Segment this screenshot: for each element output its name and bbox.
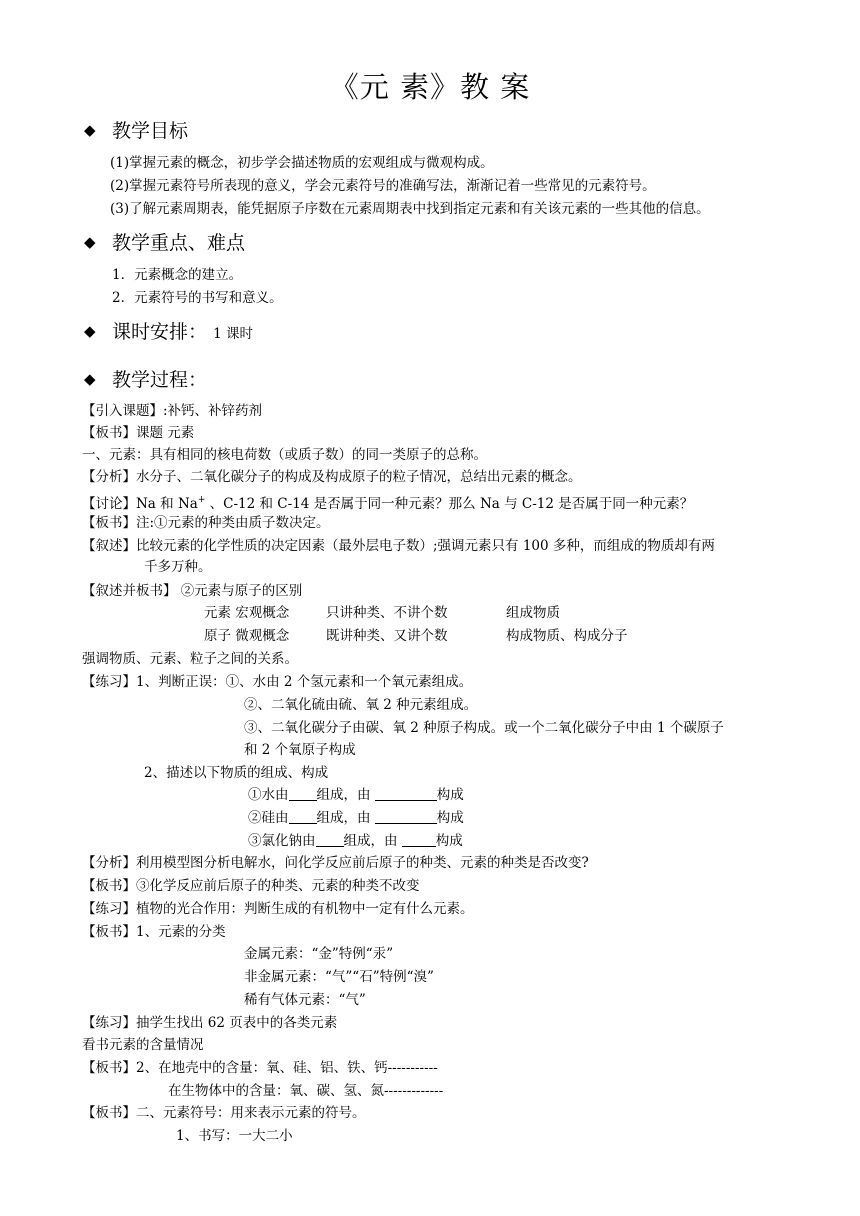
process-line: 千多万种。 (144, 559, 212, 575)
document-title: 《元 素》教 案 (329, 70, 531, 104)
process-line: ②、二氧化硫由硫、氧 2 种元素组成。 (244, 697, 478, 713)
process-line: 稀有气体元素：“气” (244, 992, 366, 1008)
goal-item: (3)了解元素周期表，能凭据原子序数在元素周期表中找到指定元素和有关该元素的一些其他的信息。 (110, 201, 710, 217)
section-heading-key-points: ◆ 教学重点、难点 (84, 229, 245, 256)
diamond-bullet-icon: ◆ (84, 370, 96, 388)
process-line: 【练习】1、判断正误：①、水由 2 个氢元素和一个氧元素组成。 (82, 674, 473, 690)
diamond-bullet-icon: ◆ (84, 121, 96, 139)
process-line: 【讨论】Na 和 Na+ 、C-12 和 C-14 是否属于同一种元素？那么 Na 与 C-12 是否属于同一种元素？ (82, 495, 694, 512)
section-heading-goals: ◆ 教学目标 (84, 117, 188, 144)
goal-item: (1)掌握元素的概念，初步学会描述物质的宏观组成与微观构成。 (110, 155, 494, 171)
process-line: 【练习】抽学生找出 62 页表中的各类元素 (82, 1015, 338, 1031)
process-line: 一、元素：具有相同的核电荷数（或质子数）的同一类原子的总称。 (82, 447, 487, 463)
process-line: 非金属元素：“气”“石”特例“溴” (244, 969, 434, 985)
process-line: 1、书写：一大二小 (176, 1128, 293, 1144)
process-line: 【叙述并板书】 ②元素与原子的区别 (82, 583, 303, 599)
process-line: 【板书】课题 元素 (82, 425, 195, 441)
process-line: 【板书】2、在地壳中的含量：氧、硅、铝、铁、钙----------- (82, 1060, 438, 1076)
goal-item: (2)掌握元素符号所表现的意义，学会元素符号的准确写法，渐渐记着一些常见的元素符号。 (110, 178, 656, 194)
process-line: 【板书】③化学反应前后原子的种类、元素的种类不改变 (82, 878, 420, 894)
comparison-cell: 元素 宏观概念 (204, 605, 290, 621)
comparison-cell: 构成物质、构成分子 (506, 628, 628, 644)
schedule-value: 1 课时 (213, 326, 253, 342)
process-line: 在生物体中的含量：氧、碳、氢、氮------------- (168, 1083, 444, 1099)
fill-in-line: ③氯化钠由 组成，由 构成 (248, 833, 463, 849)
fill-in-line: ①水由 组成，由 构成 (248, 787, 464, 803)
comparison-cell: 组成物质 (506, 605, 560, 621)
process-line: 和 2 个氧原子构成 (244, 742, 356, 758)
comparison-cell: 既讲种类、又讲个数 (326, 628, 448, 644)
process-line: 【板书】1、元素的分类 (82, 924, 226, 940)
process-line: 【板书】二、元素符号：用来表示元素的符号。 (82, 1105, 366, 1121)
process-line: 【分析】水分子、二氧化碳分子的构成及构成原子的粒子情况，总结出元素的概念。 (82, 469, 582, 485)
section-heading-schedule: ◆ 课时安排： 1 课时 (84, 318, 253, 347)
process-line: 【叙述】比较元素的化学性质的决定因素（最外层电子数）;强调元素只有 100 多种，而组成的物质却有两 (82, 538, 715, 554)
fill-in-line: ②硅由 组成，由 构成 (248, 810, 464, 826)
process-line: ③、二氧化碳分子由碳、氧 2 种原子构成。或一个二氧化碳分子中由 1 个碳原子 (244, 720, 724, 736)
process-line: 看书元素的含量情况 (82, 1037, 204, 1053)
process-line: 【引入课题】:补钙、补锌药剂 (82, 403, 263, 419)
diamond-bullet-icon: ◆ (84, 233, 96, 251)
process-line: 2、描述以下物质的组成、构成 (144, 765, 329, 781)
diamond-bullet-icon: ◆ (84, 322, 96, 340)
comparison-cell: 只讲种类、不讲个数 (326, 605, 448, 621)
process-line: 【练习】植物的光合作用：判断生成的有机物中一定有什么元素。 (82, 901, 474, 917)
comparison-cell: 原子 微观概念 (204, 628, 290, 644)
process-line: 【板书】注:①元素的种类由质子数决定。 (82, 515, 330, 531)
process-line: 【分析】利用模型图分析电解水，问化学反应前后原子的种类、元素的种类是否改变? (82, 855, 589, 871)
section-heading-process: ◆ 教学过程： (84, 366, 207, 393)
process-line: 金属元素：“金”特例“汞” (244, 946, 394, 962)
key-point-item: 1．元素概念的建立。 (112, 267, 243, 283)
process-line: 强调物质、元素、粒子之间的关系。 (82, 651, 298, 667)
key-point-item: 2．元素符号的书写和意义。 (112, 290, 283, 306)
